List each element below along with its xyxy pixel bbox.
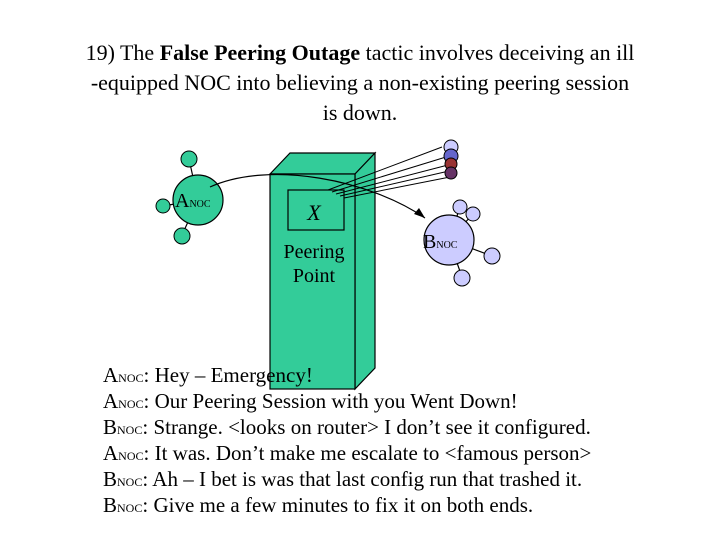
speaker: A — [103, 441, 119, 465]
node-a-label: ANOC — [175, 190, 211, 212]
dialog-text: : It was. Don’t make me escalate to <famous person> — [143, 441, 592, 465]
node-a-spoke-left — [156, 199, 170, 213]
node-b-spoke-2 — [466, 207, 480, 221]
speaker-sub: NOC — [117, 501, 143, 515]
peering-point-label-1: Peering — [283, 241, 345, 263]
dialog-text: : Hey – Emergency! — [143, 363, 313, 387]
speaker: B — [103, 415, 118, 439]
speaker: A — [103, 363, 119, 387]
peering-link-arrowhead — [414, 208, 425, 218]
node-b-spoke-4 — [454, 270, 470, 286]
node-b-spoke-1 — [453, 200, 467, 214]
speaker-sub: NOC — [117, 475, 143, 489]
speaker-sub: NOC — [118, 371, 144, 385]
dialog-text: : Give me a few minutes to fix it on both ends. — [142, 493, 534, 517]
speaker: B — [103, 467, 118, 491]
stacked-node-4 — [445, 167, 457, 179]
speaker-sub: NOC — [118, 449, 144, 463]
dialog-text: : Strange. <looks on router> I don’t see it configured. — [142, 415, 591, 439]
dialog-line-3 — [103, 414, 591, 440]
title-bold-term: False Peering Outage — [159, 40, 361, 65]
dialog-line-5 — [103, 466, 591, 492]
node-a-spoke-bottom — [174, 228, 190, 244]
node-b-spoke-3 — [484, 248, 500, 264]
title-prefix: 19) The — [85, 40, 160, 65]
peering-point-label-2: Point — [292, 265, 336, 287]
dialog-transcript — [103, 362, 591, 518]
dialog-text: : Ah – I bet is was that last config run that trashed it. — [142, 467, 583, 491]
title-suffix: tactic involves deceiving an ill — [360, 40, 635, 65]
node-b-label: BNOC — [423, 231, 458, 253]
x-marker: X — [307, 200, 321, 225]
speaker-sub: NOC — [118, 397, 144, 411]
dialog-line-1 — [103, 362, 591, 388]
speaker-sub: NOC — [117, 423, 143, 437]
dialog-text: : Our Peering Session with you Went Down! — [143, 389, 518, 413]
title-line-3: is down. — [322, 100, 398, 125]
node-a-spoke-top — [181, 151, 197, 167]
speaker: B — [103, 493, 118, 517]
speaker: A — [103, 389, 119, 413]
dialog-line-2 — [103, 388, 591, 414]
title-line-2: -equipped NOC into believing a non-existing peering session — [90, 70, 630, 95]
dialog-line-6 — [103, 492, 591, 518]
dialog-line-4 — [103, 440, 591, 466]
